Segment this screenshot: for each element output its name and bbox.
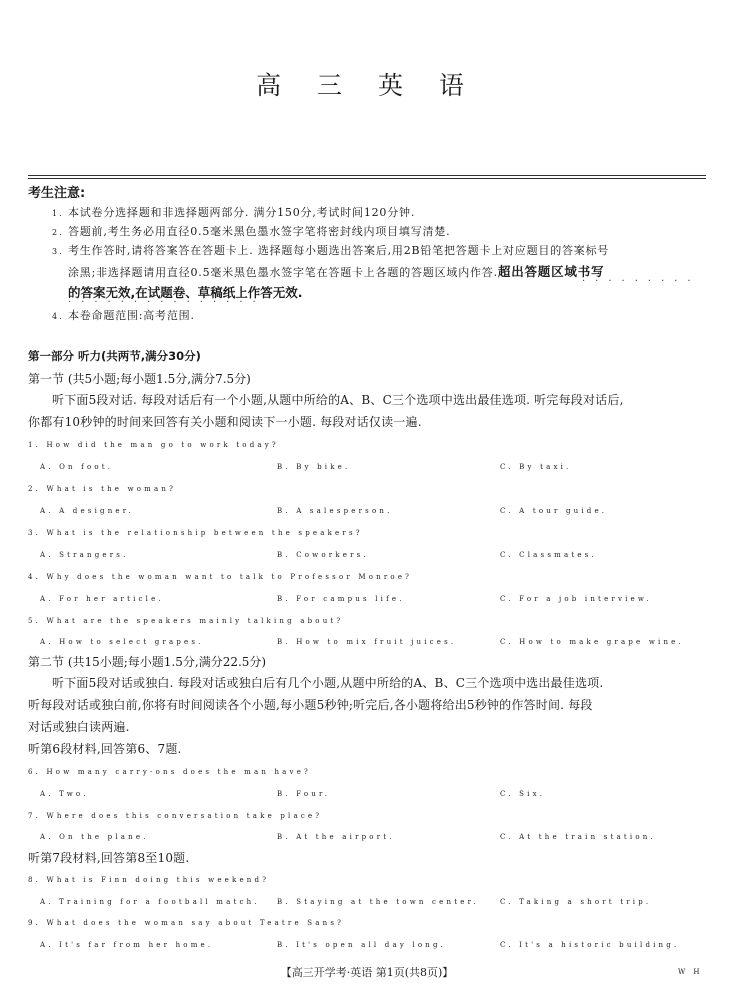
question-8: 8. What is Finn doing this weekend? [28,876,270,884]
option-c: C. Taking a short trip. [500,898,652,906]
notice-item-3 [52,242,609,258]
notice-num: 4. [52,312,64,321]
notice-emphasis-line: 的答案无效,在试题卷、草稿纸上作答无效. [68,285,303,300]
notice-text: 考生作答时,请将答案答在答题卡上. 选择题每小题选出答案后,用2B铅笔把答题卡上对应题目的答案标号 [67,244,610,257]
option-b: B. Four. [277,790,331,798]
notice-text: 本卷命题范围:高考范围. [67,309,195,322]
option-a: A. Two. [40,790,89,798]
question-6: 6. How many carry-ons does the man have? [28,768,312,776]
notice-text: 涂黑;非选择题请用直径0.5毫米黑色墨水签字笔在答题卡上各题的答题区域内作答. [68,266,498,279]
footer-code: W H [678,968,703,976]
option-b: B. A salesperson. [277,507,393,515]
question-2: 2. What is the woman? [28,485,177,493]
notice-num: 1. [52,209,64,218]
question-7: 7. Where does this conversation take place? [28,812,323,820]
section-one-heading: 第一节 (共5小题;每小题1.5分,满分7.5分) [28,372,251,386]
notice-text: 本试卷分选择题和非选择题两部分. 满分150分,考试时间120分钟. [67,206,416,219]
option-b: B. How to mix fruit juices. [277,638,457,646]
option-c: C. It's a historic building. [500,941,680,949]
option-a: A. Training for a football match. [40,898,260,906]
section-one-intro-cont: 你都有10秒钟的时间来回答有关小题和阅读下一小题. 每段对话仅读一遍. [28,415,422,429]
option-c: C. A tour guide. [500,507,608,515]
section-two-heading: 第二节 (共15小题;每小题1.5分,满分22.5分) [28,655,267,669]
notice-item-3-line2 [68,262,604,280]
emphasis-dots: ········· [582,276,701,287]
section-one-intro: 听下面5段对话. 每段对话后有一个小题,从题中所给的A、B、C三个选项中选出最佳选项. 听完每段对话后, [52,393,624,407]
header-rule-bottom [28,178,706,179]
section-two-intro: 听下面5段对话或独白. 每段对话或独白后有几个小题,从题中所给的A、B、C三个选项中选出最佳选项. [52,676,604,690]
notice-heading: 考生注意: [28,186,86,201]
section-two-intro-cont: 听每段对话或独白前,你将有时间阅读各个小题,每小题5秒钟;听完后,各小题将给出5秒钟的作答时间. 每段 [28,698,593,712]
notice-item-2 [52,223,450,239]
option-c: C. Six. [500,790,546,798]
question-9: 9. What does the woman say about Teatre Sans? [28,919,345,927]
page-footer: 【高三开学考·英语 第1页(共8页)】 [280,966,454,979]
option-a: A. On the plane. [40,833,149,841]
option-b: B. Coworkers. [277,551,369,559]
question-1: 1. How did the man go to work today? [28,441,279,449]
option-c: C. For a job interview. [500,595,652,603]
question-3: 3. What is the relationship between the speakers? [28,529,363,537]
option-a: A. On foot. [40,463,114,471]
section-two-intro-end: 对话或独白读两遍. [28,720,130,734]
option-a: A. How to select grapes. [40,638,204,646]
option-c: C. Classmates. [500,551,597,559]
material-6-heading: 听第6段材料,回答第6、7题. [28,742,182,756]
option-b: B. For campus life. [277,595,405,603]
option-b: B. By bike. [277,463,351,471]
question-4: 4. Why does the woman want to talk to Professor Monroe? [28,573,413,581]
option-c: C. By taxi. [500,463,572,471]
part-one-heading: 第一部分 听力(共两节,满分30分) [28,349,201,363]
page-title: 高 三 英 语 [256,71,478,100]
material-7-heading: 听第7段材料,回答第8至10题. [28,851,190,865]
notice-num: 3. [52,247,64,256]
notice-emphasis: 超出答题区域书写 [497,264,605,279]
notice-text: 答题前,考生务必用直径0.5毫米黑色墨水签字笔将密封线内项目填写清楚. [67,225,451,238]
option-c: C. How to make grape wine. [500,638,684,646]
emphasis-dots: ··············· [68,297,266,308]
option-b: B. Staying at the town center. [277,898,479,906]
question-5: 5. What are the speakers mainly talking about? [28,617,344,625]
option-b: B. It's open all day long. [277,941,447,949]
option-b: B. At the airport. [277,833,395,841]
option-a: A. Strangers. [40,551,129,559]
option-a: A. For her article. [40,595,164,603]
notice-item-4 [52,307,195,323]
option-a: A. It's far from her home. [40,941,214,949]
notice-item-1 [52,204,415,220]
header-rule-top [28,175,706,176]
option-c: C. At the train station. [500,833,656,841]
option-a: A. A designer. [40,507,134,515]
notice-num: 2. [52,228,64,237]
